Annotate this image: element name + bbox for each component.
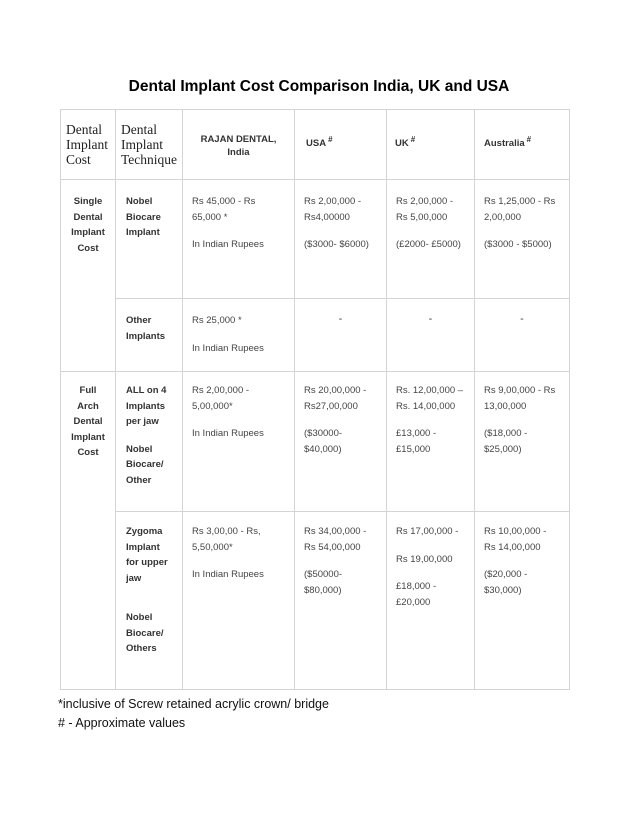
cell-line — [192, 225, 294, 237]
cell-line — [304, 414, 386, 426]
cell-line: Other — [126, 474, 152, 486]
cell-line: (£2000- £5000) — [396, 239, 461, 250]
cell-line: ALL on 4 — [126, 385, 167, 396]
cell-line: Rs 45,000 - Rs — [192, 196, 256, 207]
header-uk-label: UK — [395, 138, 409, 149]
table-row — [61, 180, 570, 299]
cell-line — [484, 414, 569, 426]
cell-line: Rs. 14,00,000 — [396, 400, 456, 412]
header-usa — [295, 110, 387, 180]
cell-line: 5,50,000* — [192, 541, 233, 553]
footnote-hash: # - Approximate values — [58, 716, 186, 730]
technique-cell — [116, 180, 183, 299]
table-row — [61, 372, 570, 512]
cell-line: Biocare/ — [126, 627, 164, 639]
hash-mark: # — [526, 135, 532, 144]
header-usa-label: USA — [306, 138, 327, 149]
australia-cell — [475, 299, 570, 372]
cell-line — [192, 329, 294, 341]
cell-line: Rs 25,000 * — [192, 315, 242, 326]
header-line: Implant — [66, 137, 108, 152]
usa-cell — [295, 372, 387, 512]
cell-line: Nobel — [126, 196, 153, 207]
group-full-arch — [61, 372, 116, 690]
cell-line: Rs 54,00,000 — [304, 541, 361, 553]
group-label-line: Implant — [71, 227, 105, 238]
cell-line: Rs 2,00,000 - — [192, 385, 250, 396]
header-line: Implant — [121, 137, 163, 152]
usa-cell — [295, 512, 387, 690]
group-label-line: Cost — [77, 242, 99, 254]
header-lines — [116, 110, 182, 167]
india-cell — [183, 180, 295, 299]
cell-line: 5,00,000* — [192, 400, 233, 412]
cell-line — [396, 567, 474, 579]
group-label-line: Arch — [77, 400, 99, 412]
australia-cell — [475, 180, 570, 299]
cell-line: Rs 34,00,000 - — [304, 526, 367, 537]
uk-cell — [387, 299, 475, 372]
cell-line: Rs 14,00,000 — [484, 541, 541, 553]
footnote-asterisk: *inclusive of Screw retained acrylic crown/ bridge — [58, 697, 329, 711]
cell-line: £13,000 - — [396, 428, 437, 439]
cell-line: Rs 5,00,000 — [396, 211, 448, 223]
cell-line: £18,000 - — [396, 581, 437, 592]
header-line: Cost — [66, 152, 91, 167]
cell-line: Biocare/ — [126, 459, 164, 470]
group-label-line: Dental — [73, 211, 103, 223]
cell-line — [484, 225, 569, 237]
technique-cell — [116, 299, 183, 372]
cell-line: $40,000) — [304, 443, 342, 455]
cell-line — [484, 555, 569, 567]
cell-line — [126, 586, 182, 598]
cell-line: In Indian Rupees — [192, 428, 264, 439]
group-label-line: Single — [73, 196, 103, 207]
cell-line: $80,000) — [304, 584, 342, 596]
cell-line: Other — [126, 315, 152, 326]
cost-comparison-table — [60, 109, 569, 689]
cell-line: Rs 19,00,000 — [396, 553, 453, 565]
cell-line: ($30000- — [304, 428, 343, 439]
cell-line — [192, 555, 294, 567]
cell-line: Rs 10,00,000 - — [484, 526, 547, 537]
cell-line: Rs 2,00,000 - — [304, 196, 362, 207]
header-lines — [61, 110, 115, 167]
cell-line — [192, 414, 294, 426]
cell-line — [304, 225, 386, 237]
cell-line: £15,000 — [396, 443, 431, 455]
cell-line: ($50000- — [304, 569, 343, 580]
cell-line: Rs 2,00,000 - — [396, 196, 454, 207]
cell-line: Rs 1,25,000 - Rs — [484, 196, 556, 207]
cell-line: Rs27,00,000 — [304, 400, 358, 412]
usa-cell — [295, 299, 387, 372]
group-label — [61, 180, 115, 256]
cell-line: Nobel — [126, 612, 153, 623]
cell-line: Rs 20,00,000 - — [304, 385, 367, 396]
technique-cell — [116, 372, 183, 512]
cell-line: Rs 9,00,000 - Rs — [484, 385, 556, 396]
header-rajan-line1: RAJAN DENTAL, — [200, 134, 277, 145]
uk-cell — [387, 512, 475, 690]
cell-line: ($20,000 - — [484, 569, 528, 580]
cell-line — [396, 414, 474, 426]
table-row — [61, 299, 570, 372]
cell-line: 2,00,000 — [484, 211, 521, 223]
cell-line — [126, 598, 182, 610]
cell-line: £20,000 — [396, 596, 431, 608]
cell-line: Implant — [126, 227, 160, 238]
australia-cell — [475, 512, 570, 690]
cell-line: In Indian Rupees — [192, 342, 264, 354]
cell-line: Rs 3,00,00 - Rs, — [192, 526, 261, 537]
header-row — [61, 110, 570, 180]
header-line: Dental — [66, 122, 102, 137]
cell-line: for upper — [126, 557, 168, 568]
cell-line: per jaw — [126, 416, 159, 427]
cell-line: In Indian Rupees — [192, 239, 264, 250]
cell-line: Implants — [126, 330, 166, 342]
india-cell — [183, 512, 295, 690]
cell-line: 13,00,000 — [484, 400, 527, 412]
group-label-line: Dental — [73, 416, 103, 427]
cell-line: 65,000 * — [192, 211, 228, 223]
header-implant-technique — [116, 110, 183, 180]
india-cell — [183, 299, 295, 372]
usa-cell — [295, 180, 387, 299]
group-single-implant — [61, 180, 116, 372]
cell-line: Implants — [126, 400, 166, 412]
cell-line: In Indian Rupees — [192, 569, 264, 580]
hash-mark: # — [410, 135, 416, 144]
cell-line: Rs 17,00,000 - — [396, 526, 459, 537]
cell-line: Rs. 12,00,000 – — [396, 385, 464, 396]
india-cell — [183, 372, 295, 512]
group-label — [61, 372, 115, 461]
australia-cell — [475, 372, 570, 512]
uk-cell — [387, 180, 475, 299]
cell-line — [396, 225, 474, 237]
cell-line: ($3000- $6000) — [304, 239, 369, 250]
header-line: Dental — [121, 122, 157, 137]
header-australia — [475, 110, 570, 180]
uk-cell — [387, 372, 475, 512]
cell-line: ($18,000 - — [484, 428, 528, 439]
table-row — [61, 512, 570, 690]
header-rajan-dental — [183, 110, 295, 180]
header-rajan-line2: India — [227, 147, 250, 158]
hash-mark: # — [328, 135, 333, 144]
group-label-line: Cost — [77, 447, 99, 458]
header-implant-cost — [61, 110, 116, 180]
cell-line: Nobel — [126, 443, 153, 455]
cell-line: ($3000 - $5000) — [484, 239, 552, 250]
cell-line — [126, 430, 182, 442]
dash-value: - — [428, 313, 433, 325]
dash-value: - — [520, 313, 524, 325]
cell-line: Biocare — [126, 211, 161, 223]
cell-line: Implant — [126, 541, 160, 553]
cell-line: Zygoma — [126, 526, 163, 537]
cell-line: $25,000) — [484, 443, 522, 455]
page-title: Dental Implant Cost Comparison India, UK and USA — [128, 78, 510, 95]
header-uk — [387, 110, 475, 180]
cell-line: Others — [126, 643, 157, 654]
cell-line — [304, 555, 386, 567]
group-label-line: Full — [79, 385, 97, 396]
cell-line: $30,000) — [484, 584, 522, 596]
dash-value: - — [338, 313, 343, 325]
cell-line: jaw — [126, 572, 142, 584]
cell-line — [396, 540, 474, 552]
header-australia-label: Australia — [484, 138, 525, 149]
technique-cell — [116, 512, 183, 690]
group-label-line: Implant — [71, 431, 105, 443]
header-line: Technique — [121, 152, 178, 167]
cell-line: Rs4,00000 — [304, 211, 350, 223]
